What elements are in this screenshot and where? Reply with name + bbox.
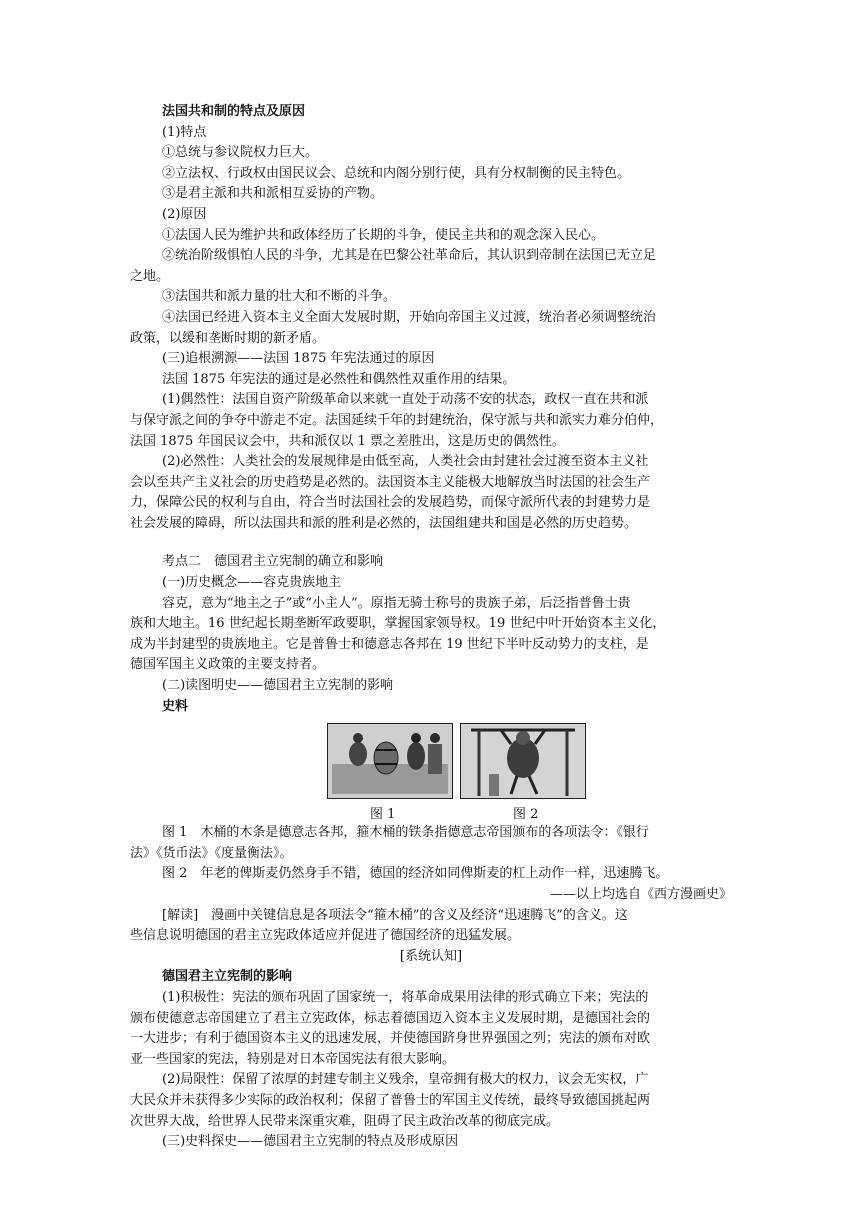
text-line: ④法国已经进入资本主义全面大发展时期，开始向帝国主义过渡，统治者必须调整统治 [162,309,657,325]
text-line: ——以上均选自《西方漫画史》 [549,887,732,902]
text-line: 法国共和制的特点及原因 [162,104,306,119]
text-line: (1)积极性：宪法的颁布巩固了国家统一，将革命成果用法律的形式确立下来；宪法的 [162,989,649,1005]
text-line: 法国 1875 年国民议会中，共和派仅以 1 票之差胜出，这是历史的偶然性。 [130,433,565,449]
text-line: 德国君主立宪制的影响 [162,969,293,985]
text-line: 次世界大战，给世界人民带来深重灾难，阻碍了民主政治改革的彻底完成。 [130,1113,560,1129]
text-line: 社会发展的障碍，所以法国共和派的胜利是必然的，法国组建共和国是必然的历史趋势。 [130,515,638,531]
document-page [130,102,732,1153]
text-line: (1)偶然性：法国自资产阶级革命以来就一直处于动荡不安的状态，政权一直在共和派 [162,392,649,408]
cartoon-figures [130,723,732,801]
section-gap [130,534,732,552]
figure-1-barrel-cartoon [327,723,453,799]
section-german-monarchy [130,552,732,717]
text-line: 颁布使德意志帝国建立了君主立宪政体，标志着德国迈入资本主义发展时期，是德国社会的 [130,1010,651,1026]
section-interpretation [130,906,732,1153]
text-line: 族和大地主。16 世纪起长期垄断军政要职，掌握国家领导权。19 世纪中叶开始资本主义化， [130,616,666,632]
text-line: 之地。 [130,268,170,284]
text-line: (一)历史概念——容克贵族地主 [162,575,342,591]
text-line: 大民众并未获得多少实际的政治权利；保留了普鲁士的军国主义传统，最终导致德国挑起两 [130,1092,651,1108]
figure-2-bismarck-cartoon [460,723,586,799]
figure-captions [130,823,732,905]
text-line: 力，保障公民的权利与自由，符合当时法国社会的发展趋势，而保守派所代表的封建势力是 [130,495,651,511]
section-french-republic [130,102,732,534]
text-line: ①法国人民为维护共和政体经历了长期的斗争，使民主共和的观念深入民心。 [162,227,605,243]
text-line: 图 1 木桶的木条是德意志各邦，箍木桶的铁条指德意志帝国颁布的各项法令：《银行 [162,825,649,841]
text-line: 容克，意为“地主之子”或“小主人”。原指无骑士称号的贵族子弟，后泛指普鲁士贵 [162,595,631,611]
text-line: 政策，以缓和垄断时期的新矛盾。 [130,330,326,346]
text-line: (2)原因 [162,206,207,222]
figure-labels [130,801,732,823]
text-line: (2)局限性：保留了浓厚的封建专制主义残余，皇帝拥有极大的权力，议会无实权，广 [162,1072,649,1088]
text-line: [系统认知] [399,948,463,964]
text-line: ②统治阶级惧怕人民的斗争，尤其是在巴黎公社革命后，其认识到帝制在法国已无立足 [162,248,657,264]
text-line: 会以至共产主义社会的历史趋势是必然的。法国资本主义能极大地解放当时法国的社会生产 [130,474,651,490]
text-line: 德国军国主义政策的主要支持者。 [130,657,326,673]
text-line: ③法国共和派力量的壮大和不断的斗争。 [162,289,397,305]
text-line: (二)读图明史——德国君主立宪制的影响 [162,678,394,694]
text-line: 与保守派之间的争夺中游走不定。法国延续千年的封建统治，保守派与共和派实力难分伯仲， [130,412,664,428]
figure-1-label: 图 1 [370,807,396,823]
text-line: 法国 1875 年宪法的通过是必然性和偶然性双重作用的结果。 [162,371,516,387]
text-line: ③是君主派和共和派相互妥协的产物。 [162,186,384,202]
text-line: 亚一些国家的宪法，特别是对日本帝国宪法有很大影响。 [130,1051,456,1067]
text-line: 成为半封建型的贵族地主。它是普鲁士和德意志各邦在 19 世纪下半叶反动势力的支柱，是 [130,636,649,652]
text-line: (1)特点 [162,124,207,140]
text-line: (2)必然性：人类社会的发展规律是由低至高，人类社会由封建社会过渡至资本主义社 [162,454,649,470]
text-line: (三)追根溯源——法国 1875 年宪法通过的原因 [162,351,435,367]
text-line: (三)史料探史——德国君主立宪制的特点及形成原因 [162,1134,459,1150]
text-line: 一大进步；有利于德国资本主义的迅速发展，并使德国跻身世界强国之列；宪法的颁布对欧 [130,1031,651,1047]
text-line: ②立法权、行政权由国民议会、总统和内阁分别行使，具有分权制衡的民主特色。 [162,165,631,181]
text-line: 法》《货币法》《度量衡法》。 [130,845,293,861]
figure-2-label: 图 2 [513,807,539,823]
text-line: 考点二 德国君主立宪制的确立和影响 [162,554,384,570]
text-line: 些信息说明德国的君主立宪政体适应并促进了德国经济的迅猛发展。 [130,928,521,944]
text-line: [解读] 漫画中关键信息是各项法令“箍木桶”的含义及经济“迅速腾飞”的含义。这 [162,907,628,923]
text-line: ①总统与参议院权力巨大。 [162,145,319,161]
text-line: 图 2 年老的俾斯麦仍然身手不错，德国的经济如同俾斯麦的杠上动作一样，迅速腾飞。 [162,866,669,882]
text-line: 史料 [162,698,189,714]
